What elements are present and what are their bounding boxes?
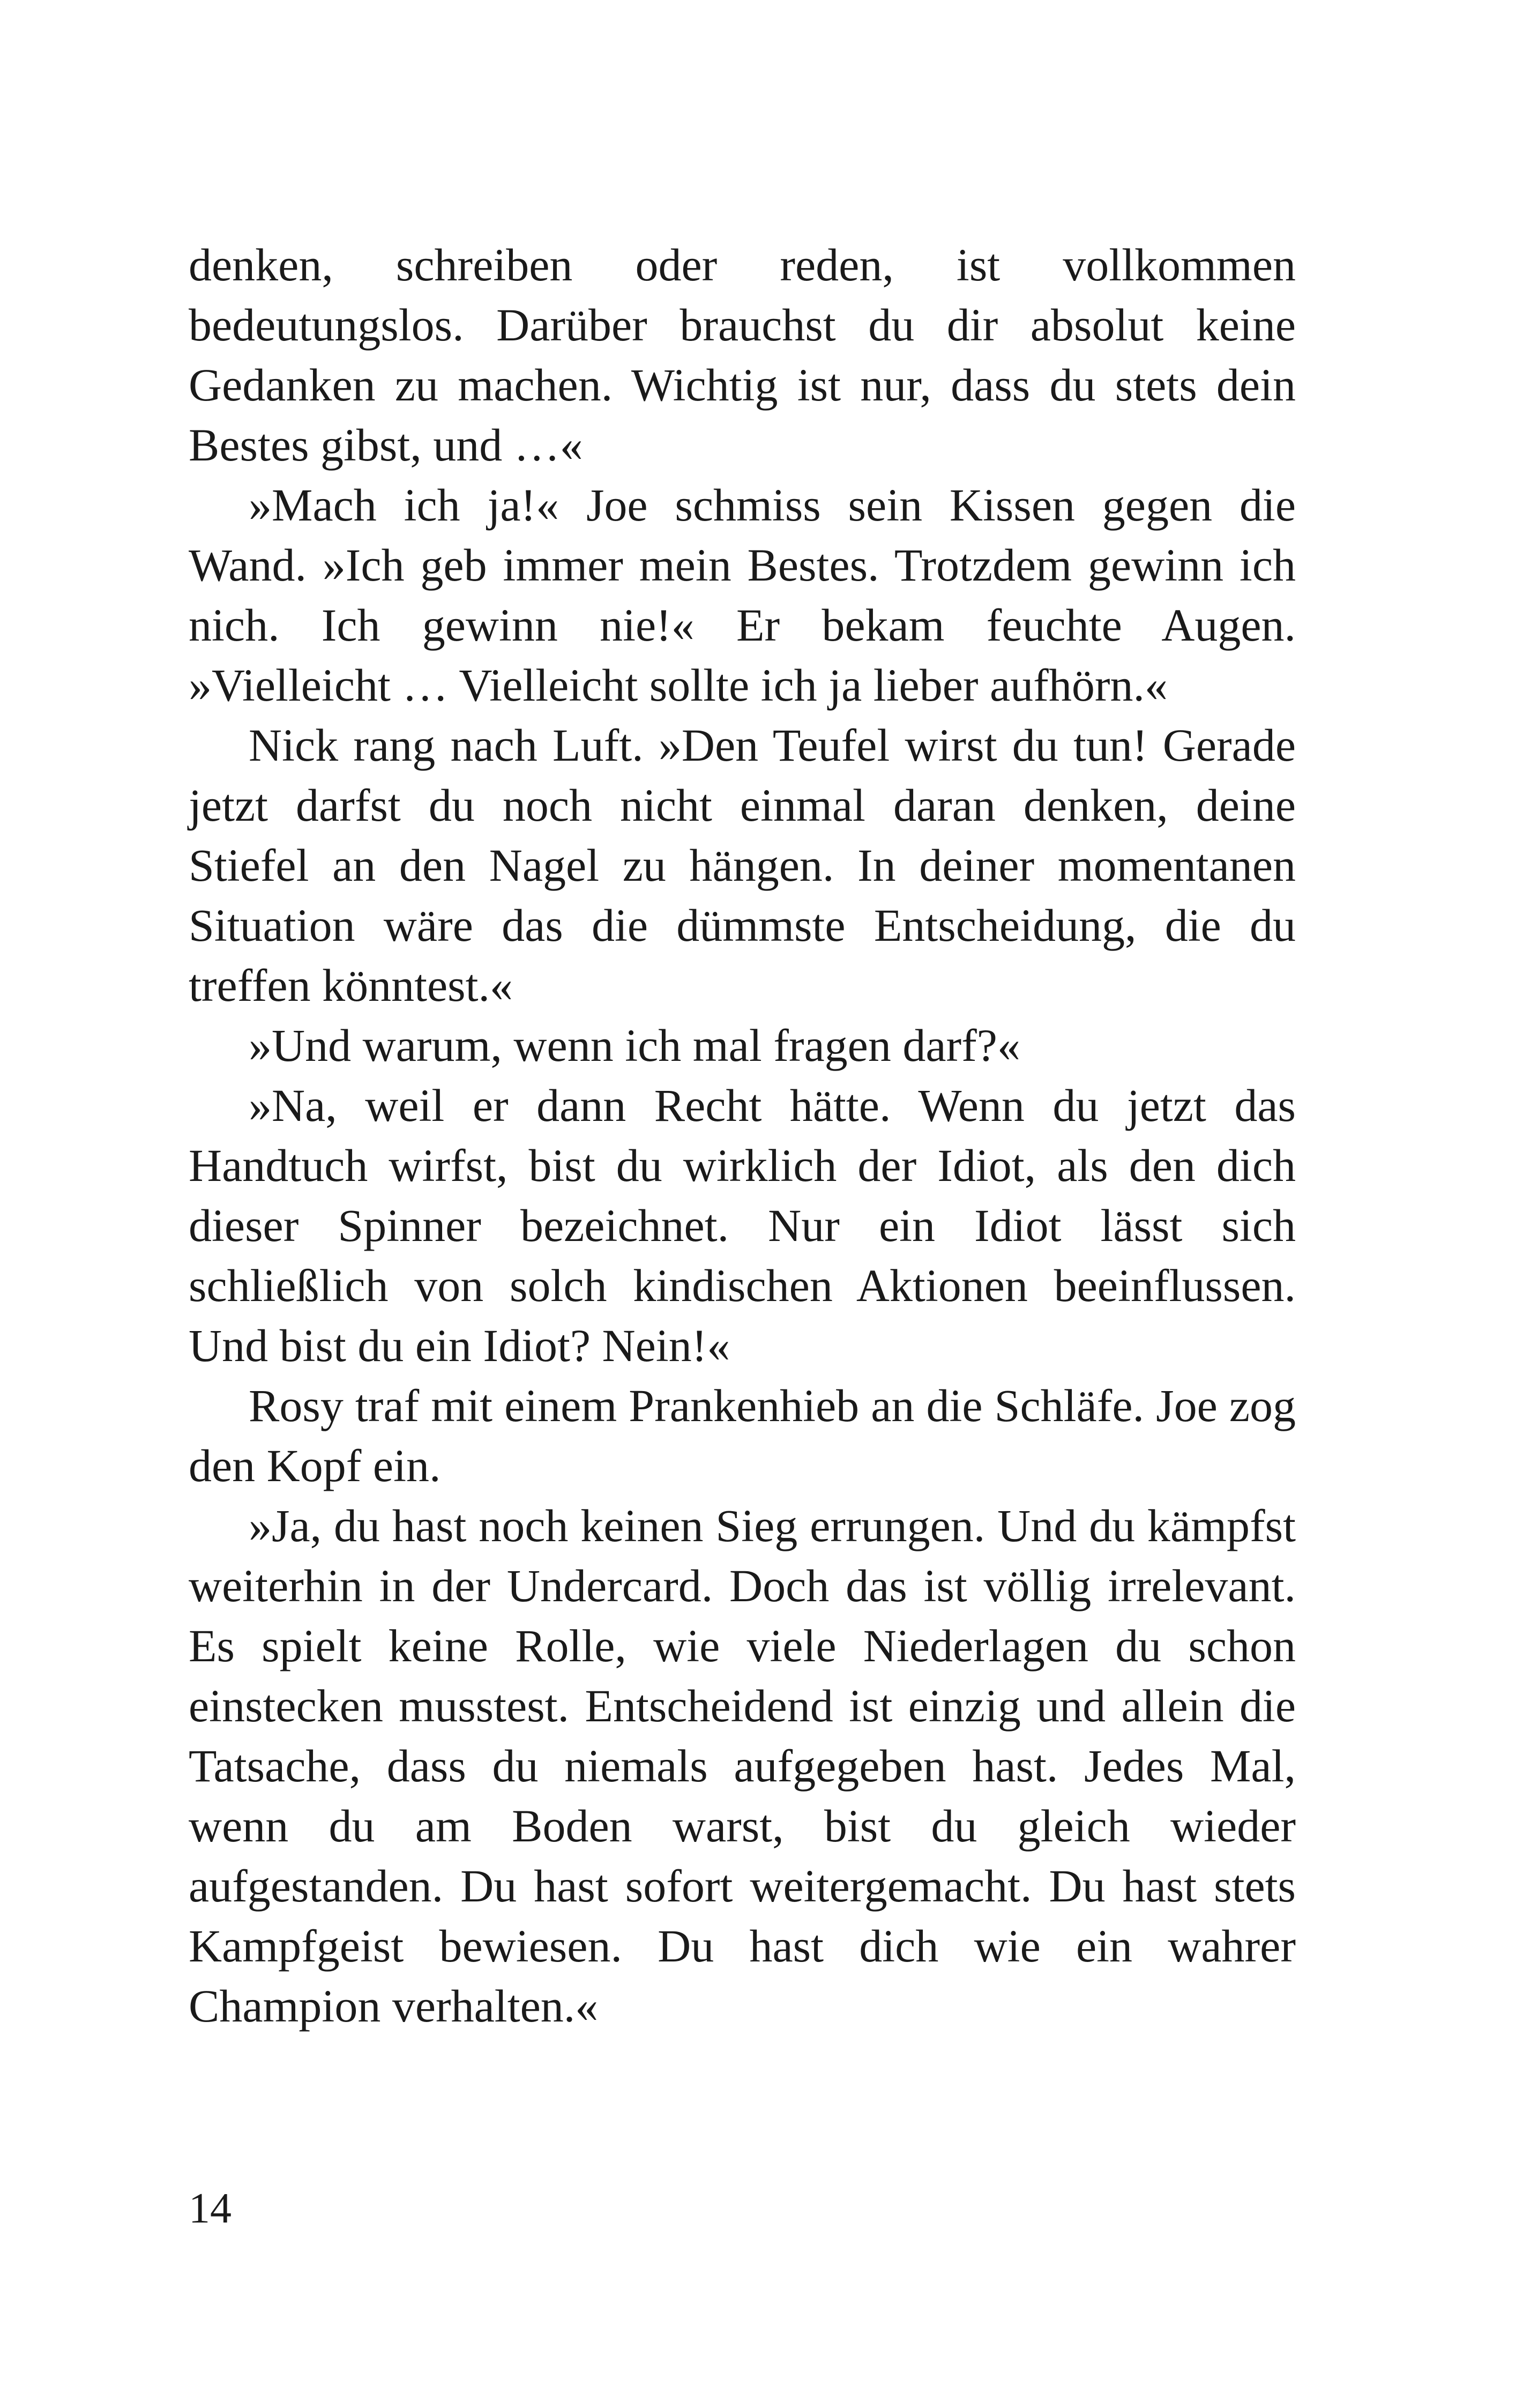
paragraph: Rosy traf mit einem Prankenhieb an die Schläfe. Joe zog den Kopf ein.: [189, 1380, 1296, 1491]
body-text: [189, 235, 1296, 2036]
paragraph: Nick rang nach Luft. »Den Teufel wirst du tun! Gerade jetzt darfst du noch nicht einmal daran denken, deine Stiefel an den Nagel zu hängen. In deiner momentanen Situation wäre das die dümmste Entscheidung, die du treffen könntest.«: [189, 719, 1296, 1011]
paragraph: »Ja, du hast noch keinen Sieg errungen. Und du kämpfst weiterhin in der Undercard. Doch das ist völlig irrelevant. Es spielt keine Rolle, wie viele Niederlagen du schon einstecken musstest. Entscheidend ist einzig und allein die Tatsache, dass du niemals aufgegeben hast. Jedes Mal, wenn du am Boden warst, bist du gleich wieder aufgestanden. Du hast sofort weitergemacht. Du hast stets Kampfgeist bewiesen. Du hast dich wie ein wahrer Champion verhalten.«: [189, 1500, 1296, 2032]
paragraph: »Na, weil er dann Recht hätte. Wenn du jetzt das Handtuch wirfst, bist du wirklich der Idiot, als den dich dieser Spinner bezeichnet. Nur ein Idiot lässt sich schließlich von solch kindischen Aktionen beeinflussen. Und bist du ein Idiot? Nein!«: [189, 1080, 1296, 1371]
paragraph: »Und warum, wenn ich mal fragen darf?«: [249, 1020, 1020, 1071]
paragraph: »Mach ich ja!« Joe schmiss sein Kissen gegen die Wand. »Ich geb immer mein Bestes. Trotzdem gewinn ich nich. Ich gewinn nie!« Er bekam feuchte Augen. »Vielleicht … Vielleicht sollte ich ja lieber aufhörn.«: [189, 479, 1296, 711]
page-number: 14: [189, 2185, 232, 2232]
paragraph: denken, schreiben oder reden, ist vollkommen bedeutungslos. Darüber brauchst du dir absolut keine Gedanken zu machen. Wichtig ist nur, dass du stets dein Bestes gibst, und …«: [189, 239, 1296, 471]
